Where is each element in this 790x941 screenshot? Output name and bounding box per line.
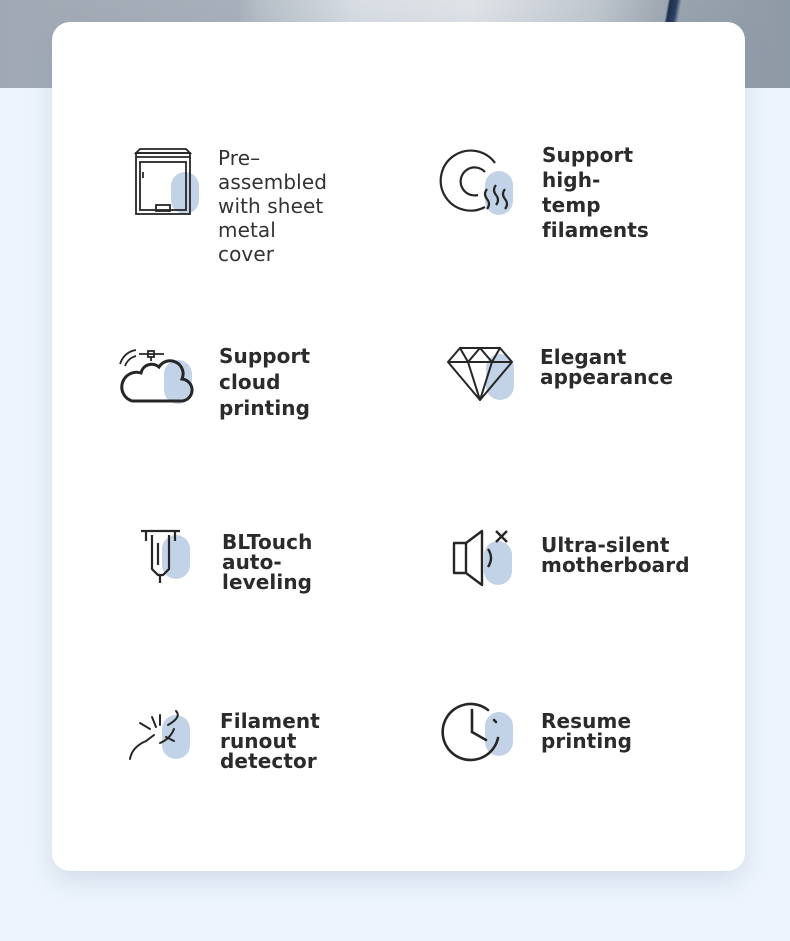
diamond-icon <box>446 344 518 404</box>
speaker-mute-icon <box>450 527 520 589</box>
feature-label: Filament runout detector <box>220 709 320 773</box>
filament-break-icon <box>126 707 196 765</box>
hot-disc-icon <box>440 145 520 220</box>
cloud-printing-icon <box>114 342 194 407</box>
clock-resume-icon <box>442 698 518 762</box>
feature-label: BLTouch auto-leveling <box>222 530 313 594</box>
feature-label: Support cloud printing <box>219 344 311 420</box>
leveling-probe-icon <box>138 527 198 587</box>
enclosed-printer-icon <box>130 145 200 220</box>
feature-label: Ultra-silent motherboard <box>541 533 690 577</box>
feature-label: Elegant appearance <box>540 345 674 389</box>
feature-label: Resume printing <box>541 709 633 753</box>
feature-label: Support high-temp filaments <box>542 143 649 242</box>
feature-label: Pre–assembled with sheet metal cover <box>218 146 328 266</box>
